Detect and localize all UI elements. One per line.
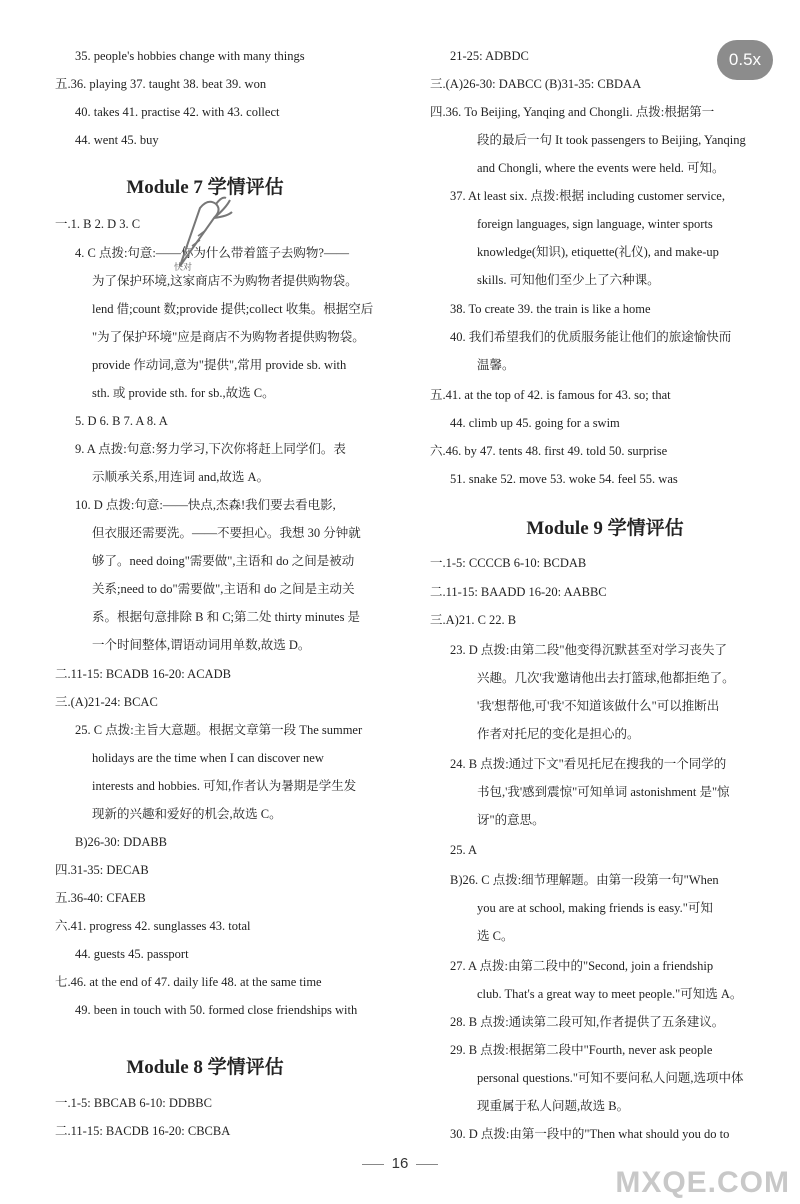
answer-line: 一.1-5: BBCAB 6-10: DDBBC [55, 1096, 212, 1110]
answer-line: 七.46. at the end of 47. daily life 48. at the same time [55, 975, 322, 989]
answer-line: 书包,'我'感到震惊"可知单词 astonishment 是"惊 [477, 785, 730, 799]
module-heading: Module 8 学情评估 [126, 1057, 284, 1078]
answer-line: 9. A 点拨:句意:努力学习,下次你将赶上同学们。表 [75, 442, 346, 456]
answer-line: 一个时间整体,谓语动词用单数,故选 D。 [92, 638, 311, 652]
answer-line: 44. climb up 45. going for a swim [450, 416, 620, 430]
answer-line: 够了。need doing"需要做",主语和 do 之间是被动 [92, 554, 355, 568]
answer-line: 一.1. B 2. D 3. C [55, 217, 141, 231]
answer-line: 24. B 点拨:通过下文"看见托尼在搜我的一个同学的 [450, 757, 727, 771]
answer-line: 二.11-15: BACDB 16-20: CBCBA [55, 1124, 231, 1138]
answer-line: club. That's a great way to meet people."可知选 A。 [477, 987, 743, 1001]
answer-line: 35. people's hobbies change with many things [75, 49, 305, 63]
answer-line: 21-25: ADBDC [450, 49, 529, 63]
answer-line: 40. takes 41. practise 42. with 43. collect [75, 105, 280, 119]
answer-line: you are at school, making friends is easy."可知 [477, 901, 713, 915]
module-heading: Module 7 学情评估 [126, 177, 284, 198]
answer-line: skills. 可知他们至少上了六种课。 [477, 273, 660, 287]
answer-line: 5. D 6. B 7. A 8. A [75, 414, 168, 428]
answer-line: "为了保护环境"应是商店不为购物者提供购物袋。 [92, 330, 365, 344]
answer-line: lend 借;count 数;provide 提供;collect 收集。根据空后 [92, 302, 374, 316]
answer-line: 4. C 点拨:句意:——你为什么带着篮子去购物?—— [75, 246, 349, 260]
carrot-logo-label: 快对 [174, 262, 193, 272]
answer-line: 37. At least six. 点拨:根据 including customer service, [450, 189, 725, 203]
answer-line: 27. A 点拨:由第二段中的"Second, join a friendship [450, 959, 714, 973]
answer-line: 二.11-15: BAADD 16-20: AABBC [430, 585, 607, 599]
answer-line: 44. went 45. buy [75, 133, 159, 147]
answer-line: '我'想帮他,可'我'不知道该做什么"可以推断出 [477, 699, 720, 713]
answer-line: 23. D 点拨:由第二段"他变得沉默甚至对学习丧失了 [450, 643, 727, 657]
answer-line: 一.1-5: CCCCB 6-10: BCDAB [430, 556, 587, 570]
answer-line: 六.46. by 47. tents 48. first 49. told 50. surprise [430, 444, 668, 458]
answer-line: 五.36. playing 37. taught 38. beat 39. won [55, 77, 267, 91]
answer-line: B)26-30: DDABB [75, 835, 168, 849]
answer-line: 现新的兴趣和爱好的机会,故选 C。 [92, 807, 282, 821]
answer-line: 温馨。 [477, 358, 515, 372]
answer-line: 二.11-15: BCADB 16-20: ACADB [55, 667, 231, 681]
answer-line: provide 作动词,意为"提供",常用 provide sb. with [92, 358, 347, 372]
answer-line: personal questions."可知不要问私人问题,选项中体 [477, 1071, 744, 1085]
page-number: 16 [391, 1155, 409, 1172]
answer-line: 30. D 点拨:由第一段中的"Then what should you do to [450, 1127, 730, 1141]
answer-line: 兴趣。几次'我'邀请他出去打篮球,他都拒绝了。 [477, 671, 735, 685]
answer-line: 38. To create 39. the train is like a home [450, 302, 651, 316]
answer-line: 25. C 点拨:主旨大意题。根据文章第一段 The summer [75, 723, 363, 737]
footer-rule-right [416, 1164, 438, 1165]
answer-line: 28. B 点拨:通读第二段可知,作者提供了五条建议。 [450, 1015, 725, 1029]
answer-line: 系。根据句意排除 B 和 C;第二处 thirty minutes 是 [92, 610, 361, 624]
answer-line: 49. been in touch with 50. formed close friendships with [75, 1003, 358, 1017]
answer-line: 51. snake 52. move 53. woke 54. feel 55. was [450, 472, 678, 486]
answer-line: 三.A)21. C 22. B [430, 613, 517, 627]
answer-line: interests and hobbies. 可知,作者认为暑期是学生发 [92, 779, 357, 793]
answer-line: 六.41. progress 42. sunglasses 43. total [55, 919, 251, 933]
answer-line: knowledge(知识), etiquette(礼仪), and make-up [477, 245, 719, 259]
answer-line: holidays are the time when I can discover new [92, 751, 324, 765]
answer-line: 段的最后一句 It took passengers to Beijing, Yanqing [477, 133, 746, 147]
module-heading: Module 9 学情评估 [526, 518, 684, 539]
answer-line: 44. guests 45. passport [75, 947, 189, 961]
answer-line: 作者对托尼的变化是担心的。 [477, 727, 640, 741]
answer-line: 三.(A)21-24: BCAC [55, 695, 158, 709]
answer-line: 三.(A)26-30: DABCC (B)31-35: CBDAA [430, 77, 642, 91]
answer-line: 40. 我们希望我们的优质服务能让他们的旅途愉快而 [450, 330, 732, 344]
answer-line: 现重属于私人问题,故选 B。 [477, 1099, 630, 1113]
answer-line: 10. D 点拨:句意:——快点,杰森!我们要去看电影, [75, 498, 336, 512]
answer-line: foreign languages, sign language, winter sports [477, 217, 713, 231]
answer-line: 29. B 点拨:根据第二段中"Fourth, never ask people [450, 1043, 713, 1057]
answer-line: 讶"的意思。 [477, 813, 545, 827]
answer-line: B)26. C 点拨:细节理解题。由第一段第一句"When [450, 873, 719, 887]
carrot-logo-icon [170, 196, 234, 272]
answer-line: 25. A [450, 843, 478, 857]
answer-line: 关系;need to do"需要做",主语和 do 之间是主动关 [92, 582, 355, 596]
answer-line: 五.36-40: CFAEB [55, 891, 146, 905]
zoom-badge[interactable]: 0.5x [717, 40, 773, 80]
answer-line: 为了保护环境,这家商店不为购物者提供购物袋。 [92, 274, 358, 288]
answer-line: 选 C。 [477, 929, 514, 943]
answer-line: 但衣服还需要洗。——不要担心。我想 30 分钟就 [92, 526, 361, 540]
footer-rule-left [362, 1164, 384, 1165]
answer-line: 五.41. at the top of 42. is famous for 43. so; that [430, 388, 671, 402]
watermark: MXQE.COM [615, 1166, 790, 1199]
answer-line: 四.36. To Beijing, Yanqing and Chongli. 点拨:根据第一 [430, 105, 715, 119]
answer-line: sth. 或 provide sth. for sb.,故选 C。 [92, 386, 275, 400]
answer-line: and Chongli, where the events were held. 可知。 [477, 161, 725, 175]
answer-line: 示顺承关系,用连词 and,故选 A。 [92, 470, 270, 484]
answer-line: 四.31-35: DECAB [55, 863, 149, 877]
